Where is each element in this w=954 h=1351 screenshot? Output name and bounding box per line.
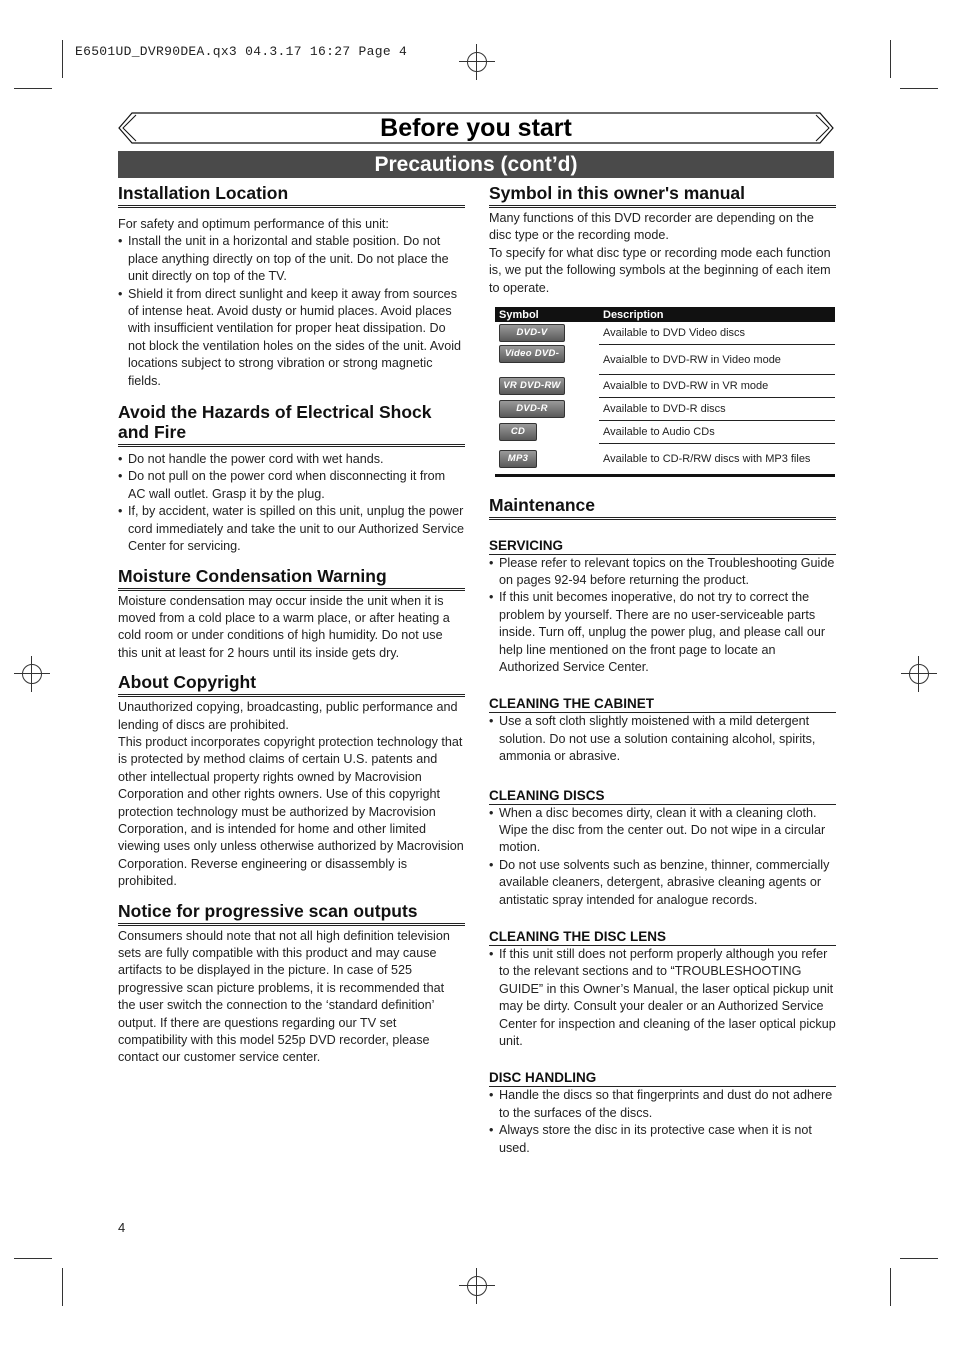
symbols-text-2: To specify for what disc type or recording mode each function is, we put the following symbols at the beginning of each item to operate. bbox=[489, 245, 831, 295]
servicing-heading: SERVICING bbox=[489, 538, 836, 555]
cabinet-heading: CLEANING THE CABINET bbox=[489, 696, 836, 713]
list-item: • If this unit still does not perform properly although you refer to the relevant sections and to “TROUBLESHOOTING GUIDE” in this Owner’s Manual, the laser optical pickup unit may be dirty. Consult your dealer or an Authorized Service Center for inspection and cleaning of the laser optical pickup unit. bbox=[489, 947, 836, 1049]
crop-mark bbox=[62, 1268, 63, 1306]
registration-mark-icon bbox=[459, 1268, 495, 1304]
copyright-text-2: This product incorporates copyright protection technology that is protected by method claims of certain U.S. patents and other intellectual property rights owned by Macrovision Corporation and other rights owners. Use of this copyright protection technology must be authorized by Macrovision Corporation, and is intended for home and other limited viewing uses only unless otherwise authorized by Macrovision Corporation. Reverse engineering or disassembly is prohibited. bbox=[118, 734, 464, 889]
crop-mark bbox=[900, 1258, 938, 1259]
table-row bbox=[495, 322, 835, 345]
symbols-heading: Symbol in this owner's manual bbox=[489, 183, 836, 208]
crop-mark bbox=[62, 40, 63, 78]
table-cell: Available to Audio CDs bbox=[599, 421, 835, 444]
crop-mark bbox=[890, 40, 891, 78]
symbol-table bbox=[495, 307, 835, 477]
installation-intro: For safety and optimum performance of this unit: bbox=[118, 217, 389, 231]
crop-mark bbox=[900, 88, 938, 89]
table-row bbox=[495, 421, 835, 444]
lens-heading: CLEANING THE DISC LENS bbox=[489, 929, 836, 946]
list-item: • If this unit becomes inoperative, do not try to correct the problem by yourself. There are no user-serviceable parts inside. Turn off, unplug the power plug, and please call our help line mentioned on the front page to locate an Authorized Service Center. bbox=[489, 590, 826, 674]
symbols-text-1: Many functions of this DVD recorder are depending on the disc type or the recording mode. bbox=[489, 211, 814, 243]
table-header-symbol: Symbol bbox=[495, 307, 599, 322]
list-item: • Do not use solvents such as benzine, thinner, commercially available cleaners, detergent, abrasive cleaning agents or antistatic spray intended for analogue records. bbox=[489, 857, 830, 907]
progressive-heading: Notice for progressive scan outputs bbox=[118, 901, 465, 926]
table-cell: Avaialble to DVD-RW in Video mode bbox=[599, 345, 835, 375]
registration-mark-icon bbox=[459, 44, 495, 80]
dvd-r-symbol-icon: DVD-R bbox=[499, 400, 565, 418]
table-row bbox=[495, 345, 835, 375]
crop-mark bbox=[14, 1258, 52, 1259]
discs-heading: CLEANING DISCS bbox=[489, 788, 836, 805]
table-row bbox=[495, 398, 835, 421]
print-slug: E6501UD_DVR90DEA.qx3 04.3.17 16:27 Page 4 bbox=[75, 44, 408, 59]
list-item: • Do not pull on the power cord when disconnecting it from AC wall outlet. Grasp it by the plug. bbox=[118, 469, 446, 501]
moisture-heading: Moisture Condensation Warning bbox=[118, 566, 465, 591]
page-title-banner bbox=[118, 112, 834, 144]
table-header-description: Description bbox=[599, 307, 835, 322]
page-title: Before you start bbox=[380, 114, 572, 142]
table-row bbox=[495, 444, 835, 476]
list-item: • Handle the discs so that fingerprints and dust do not adhere to the surfaces of the discs. bbox=[489, 1088, 833, 1120]
crop-mark bbox=[890, 1268, 891, 1306]
right-column bbox=[489, 180, 836, 1157]
dvd-rw-video-symbol-icon: Video DVD-RW bbox=[499, 345, 565, 363]
progressive-text: Consumers should note that not all high definition television sets are fully compatible with this product and may cause artifacts to be displayed in the picture. In case of 525 progressive scan picture problems, it is recommended that the user switch the connection to the ‘standard definition’ output. If there are questions regarding our TV set compatibility with this model 525p DVD recorder, please contact our customer service center. bbox=[118, 928, 450, 1065]
installation-heading: Installation Location bbox=[118, 183, 465, 208]
table-cell: Available to DVD-R discs bbox=[599, 398, 835, 421]
hazards-heading: Avoid the Hazards of Electrical Shock and Fire bbox=[118, 402, 465, 447]
maintenance-heading: Maintenance bbox=[489, 495, 836, 520]
handling-heading: DISC HANDLING bbox=[489, 1070, 836, 1087]
list-item: • If, by accident, water is spilled on this unit, unplug the power cord immediately and take the unit to our Authorized Service Center for servicing. bbox=[118, 504, 465, 554]
registration-mark-icon bbox=[14, 656, 50, 692]
list-item: • When a disc becomes dirty, clean it with a cleaning cloth. Wipe the disc from the center out. Do not wipe in a circular motion. bbox=[489, 805, 826, 855]
table-cell: Available to CD-R/RW discs with MP3 files bbox=[599, 444, 835, 476]
left-column bbox=[118, 180, 465, 1067]
cd-symbol-icon: CD bbox=[499, 423, 537, 441]
table-cell: Available to DVD Video discs bbox=[599, 322, 835, 345]
dvd-rw-vr-symbol-icon: VR DVD-RW bbox=[499, 377, 565, 395]
table-row bbox=[495, 375, 835, 398]
list-item: • Use a soft cloth slightly moistened with a mild detergent solution. Do not use a solution containing alcohol, spirits, ammonia or abrasive. bbox=[489, 714, 816, 764]
section-title: Precautions (cont’d) bbox=[374, 153, 578, 176]
dvd-video-symbol-icon: DVD-V bbox=[499, 324, 565, 342]
copyright-text-1: Unauthorized copying, broadcasting, public performance and lending of discs are prohibited. bbox=[118, 700, 458, 732]
mp3-symbol-icon: MP3 bbox=[499, 450, 537, 468]
crop-mark bbox=[14, 88, 52, 89]
copyright-heading: About Copyright bbox=[118, 672, 465, 697]
list-item: • Do not handle the power cord with wet hands. bbox=[118, 452, 384, 467]
page-number: 4 bbox=[118, 1220, 126, 1235]
list-item: • Install the unit in a horizontal and stable position. Do not place anything directly on top of the unit. Do not place the unit directly on top of the TV. bbox=[118, 234, 449, 284]
list-item: • Shield it from direct sunlight and keep it away from sources of intense heat. Avoid dusty or humid places. Avoid places with insufficient ventilation for proper heat dissipation. Do not block the ventilation holes on the sides of the unit. Avoid locations subject to strong vibration or strong magnetic fields. bbox=[118, 286, 462, 388]
list-item: • Always store the disc in its protective case when it is not used. bbox=[489, 1123, 812, 1155]
section-bar bbox=[118, 151, 834, 178]
registration-mark-icon bbox=[901, 656, 937, 692]
moisture-text: Moisture condensation may occur inside the unit when it is moved from a cold place to a warm place, or after heating a cold room or under conditions of high humidity. Do not use this unit at least for 2 hours until its inside gets dry. bbox=[118, 593, 450, 660]
list-item: • Please refer to relevant topics on the Troubleshooting Guide on pages 92-94 before returning the product. bbox=[489, 555, 835, 587]
table-cell: Avaialble to DVD-RW in VR mode bbox=[599, 375, 835, 398]
